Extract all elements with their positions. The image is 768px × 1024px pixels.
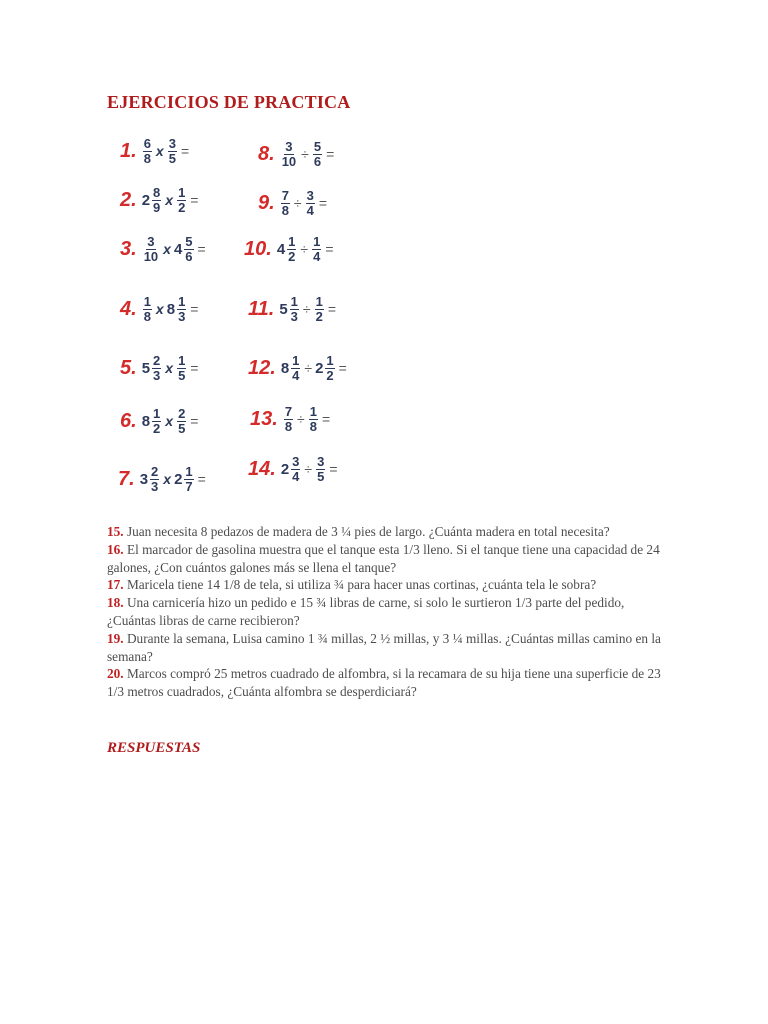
numerator: 1 — [315, 293, 323, 309]
math-expression — [277, 235, 334, 264]
answers-heading: RESPUESTAS — [107, 740, 201, 756]
fraction — [143, 295, 152, 324]
divide-sign: ÷ — [301, 146, 309, 162]
math-expression — [140, 465, 206, 494]
denominator: 3 — [178, 308, 186, 324]
fraction — [168, 137, 177, 166]
problem-number: 18. — [107, 595, 124, 611]
denominator: 8 — [284, 418, 293, 434]
fraction — [313, 140, 322, 169]
denominator: 3 — [153, 367, 161, 383]
exercise-number: 11. — [248, 297, 275, 320]
math-expression — [280, 189, 327, 218]
denominator: 4 — [292, 367, 300, 383]
multiply-sign: x — [163, 241, 171, 257]
whole-number: 5 — [279, 300, 288, 318]
fraction — [287, 235, 296, 264]
equals-sign: = — [197, 471, 206, 487]
divide-sign: ÷ — [304, 461, 313, 477]
exercise-number: 4. — [120, 297, 137, 320]
fraction — [150, 465, 159, 494]
problem-number: 16. — [107, 541, 124, 557]
numerator: 1 — [178, 293, 186, 309]
numerator: 1 — [178, 184, 186, 200]
fraction — [152, 186, 161, 215]
divide-sign: ÷ — [293, 195, 302, 211]
math-expression — [142, 354, 199, 383]
whole-number: 4 — [173, 240, 183, 258]
exercise-number: 3. — [120, 237, 137, 260]
problem-15 — [107, 523, 672, 541]
fraction — [177, 186, 186, 215]
fraction — [177, 354, 186, 383]
divide-sign: ÷ — [304, 360, 313, 376]
numerator: 2 — [153, 352, 161, 368]
equals-sign: = — [321, 411, 331, 427]
fraction — [306, 189, 315, 218]
denominator: 8 — [281, 202, 289, 218]
fraction — [309, 405, 318, 434]
problem-number: 17. — [107, 577, 124, 593]
numerator: 1 — [288, 233, 296, 249]
denominator: 8 — [143, 308, 151, 324]
problem-text: Juan necesita 8 pedazos de madera de 3 ¼ pies de largo. ¿Cuánta madera en total necesita? — [123, 524, 610, 539]
numerator: 1 — [178, 352, 186, 368]
fraction — [143, 137, 152, 166]
exercise-3 — [120, 229, 206, 269]
numerator: 8 — [153, 184, 161, 200]
multiply-sign: x — [163, 471, 172, 487]
multiply-sign: x — [165, 413, 174, 429]
denominator: 2 — [315, 308, 323, 324]
problem-20 — [107, 665, 672, 701]
problem-number: 19. — [107, 630, 124, 646]
numerator: 5 — [185, 233, 193, 249]
denominator: 2 — [178, 199, 186, 215]
numerator: 1 — [153, 405, 161, 421]
denominator: 7 — [185, 478, 193, 494]
equals-sign: = — [329, 461, 338, 477]
numerator: 3 — [285, 138, 293, 154]
denominator: 3 — [151, 478, 159, 494]
denominator: 5 — [317, 468, 325, 484]
numerator: 2 — [151, 463, 159, 479]
fraction — [152, 407, 161, 436]
denominator: 8 — [309, 418, 317, 434]
denominator: 4 — [292, 468, 300, 484]
problem-text: Maricela tiene 14 1/8 de tela, si utiliza ¾ para hacer unas cortinas, ¿cuánta tela le sobra? — [123, 577, 597, 593]
numerator: 6 — [143, 135, 151, 151]
math-expression — [142, 407, 199, 436]
equals-sign: = — [325, 241, 334, 257]
exercise-8 — [258, 134, 334, 174]
exercise-number: 9. — [258, 191, 275, 214]
exercise-number: 14. — [248, 457, 276, 480]
multiply-sign: x — [155, 143, 164, 159]
exercise-1 — [120, 131, 189, 171]
exercise-number: 1. — [120, 139, 137, 162]
numerator: 1 — [290, 293, 298, 309]
exercise-6 — [120, 401, 198, 441]
numerator: 3 — [147, 233, 155, 249]
equals-sign: = — [190, 413, 199, 429]
numerator: 3 — [306, 187, 314, 203]
denominator: 8 — [143, 150, 151, 166]
fraction — [177, 295, 186, 324]
whole-number: 8 — [166, 300, 176, 318]
numerator: 7 — [281, 187, 289, 203]
numerator: 1 — [326, 352, 334, 368]
numerator: 2 — [178, 405, 186, 421]
equals-sign: = — [180, 143, 190, 159]
equals-sign: = — [318, 195, 328, 211]
exercise-5 — [120, 348, 198, 388]
problem-18 — [107, 594, 672, 630]
numerator: 1 — [313, 233, 321, 249]
math-expression — [142, 186, 199, 215]
fraction — [290, 295, 299, 324]
exercise-4 — [120, 289, 198, 329]
equals-sign: = — [327, 301, 337, 317]
denominator: 5 — [178, 420, 186, 436]
equals-sign: = — [338, 360, 347, 376]
math-expression — [142, 235, 206, 264]
exercise-13 — [250, 399, 330, 439]
denominator: 2 — [326, 367, 334, 383]
fraction — [184, 465, 193, 494]
fraction — [177, 407, 186, 436]
problem-text: Una carnicería hizo un pedido e 15 ¾ libras de carne, si solo le surtieron 1/3 parte del pedido, ¿Cuántas libras de carne recibieron? — [107, 595, 625, 628]
exercise-7 — [118, 459, 206, 499]
problem-19 — [107, 630, 672, 666]
numerator: 5 — [313, 138, 322, 154]
fraction — [143, 235, 159, 264]
fraction — [315, 295, 324, 324]
fraction — [152, 354, 161, 383]
problem-text: Marcos compró 25 metros cuadrado de alfombra, si la recamara de su hija tiene una superficie de 23 1/3 metros cuadrados, ¿Cuánta alfombra se desperdiciará? — [107, 666, 661, 700]
math-expression — [142, 295, 199, 324]
problem-text: El marcador de gasolina muestra que el tanque esta 1/3 lleno. Si el tanque tiene una capacidad de 24 galones, ¿Con cuántos galones más se llena el tanque? — [107, 541, 660, 575]
whole-number: 2 — [141, 191, 151, 209]
problem-text: Durante la semana, Luisa camino 1 ¾ millas, 2 ½ millas, y 3 ¼ millas. ¿Cuántas millas camino en la semana? — [107, 630, 661, 664]
exercise-number: 12. — [248, 356, 276, 379]
fraction — [291, 354, 300, 383]
exercise-number: 6. — [120, 409, 137, 432]
page-title: EJERCICIOS DE PRACTICA — [107, 92, 351, 112]
problem-17 — [107, 576, 672, 594]
exercise-10 — [244, 229, 334, 269]
word-problems — [107, 523, 672, 701]
denominator: 10 — [143, 248, 159, 264]
equals-sign: = — [326, 146, 335, 162]
exercise-14 — [248, 449, 338, 489]
fraction — [281, 189, 290, 218]
equals-sign: = — [190, 192, 199, 208]
denominator: 5 — [168, 150, 176, 166]
equals-sign: = — [190, 301, 199, 317]
multiply-sign: x — [165, 192, 174, 208]
multiply-sign: x — [155, 301, 164, 317]
numerator: 1 — [292, 352, 300, 368]
problem-number: 15. — [107, 524, 124, 539]
equals-sign: = — [190, 360, 199, 376]
whole-number: 3 — [139, 470, 149, 488]
whole-number: 2 — [174, 470, 183, 488]
problem-16 — [107, 541, 672, 577]
fraction — [281, 140, 297, 169]
exercise-12 — [248, 348, 347, 388]
whole-number: 8 — [280, 359, 290, 377]
denominator: 6 — [185, 248, 193, 264]
whole-number: 2 — [280, 460, 290, 478]
exercise-number: 10. — [244, 237, 272, 260]
exercise-number: 7. — [118, 467, 135, 490]
divide-sign: ÷ — [300, 241, 309, 257]
equals-sign: = — [197, 241, 206, 257]
denominator: 2 — [153, 420, 161, 436]
denominator: 3 — [290, 308, 298, 324]
divide-sign: ÷ — [297, 411, 305, 427]
denominator: 4 — [306, 202, 314, 218]
whole-number: 4 — [276, 240, 286, 258]
denominator: 10 — [281, 153, 297, 169]
denominator: 4 — [313, 248, 321, 264]
denominator: 9 — [153, 199, 161, 215]
fraction — [312, 235, 321, 264]
math-expression — [283, 405, 330, 434]
denominator: 2 — [288, 248, 296, 264]
math-expression — [281, 455, 338, 484]
multiply-sign: x — [165, 360, 174, 376]
numerator: 3 — [317, 453, 325, 469]
numerator: 3 — [168, 135, 176, 151]
exercise-number: 8. — [258, 142, 275, 165]
math-expression — [281, 354, 347, 383]
math-expression — [280, 140, 335, 169]
whole-number: 8 — [141, 412, 151, 430]
divide-sign: ÷ — [302, 301, 311, 317]
fraction — [284, 405, 293, 434]
exercise-9 — [258, 183, 327, 223]
math-expression — [279, 295, 336, 324]
problem-number: 20. — [107, 666, 124, 682]
whole-number: 5 — [141, 359, 151, 377]
numerator: 1 — [309, 403, 317, 419]
denominator: 5 — [178, 367, 186, 383]
numerator: 1 — [185, 463, 193, 479]
math-expression — [142, 137, 189, 166]
whole-number: 2 — [315, 359, 324, 377]
exercise-number: 2. — [120, 188, 137, 211]
fraction — [184, 235, 193, 264]
fraction — [325, 354, 334, 383]
exercise-11 — [248, 289, 336, 329]
denominator: 6 — [313, 153, 322, 169]
fraction — [291, 455, 300, 484]
exercise-2 — [120, 180, 198, 220]
exercise-number: 13. — [250, 407, 278, 430]
exercise-number: 5. — [120, 356, 137, 379]
numerator: 7 — [284, 403, 293, 419]
fraction — [316, 455, 325, 484]
numerator: 3 — [292, 453, 300, 469]
numerator: 1 — [143, 293, 151, 309]
